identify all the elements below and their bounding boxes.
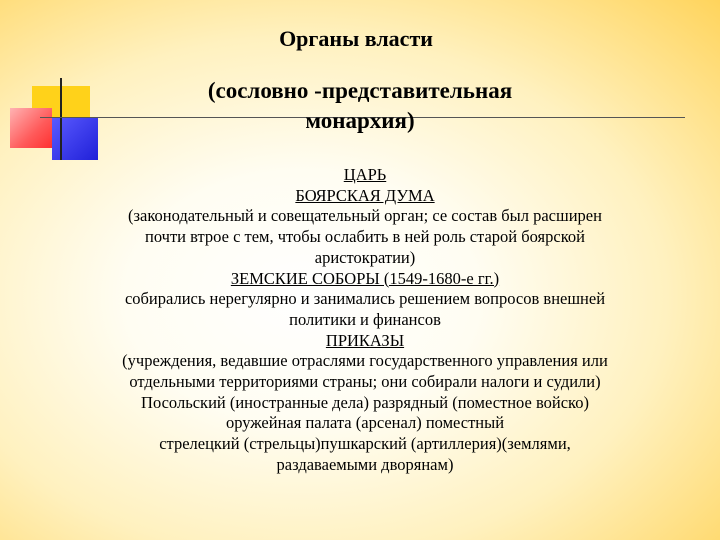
prikazy-heading: ПРИКАЗЫ xyxy=(325,330,405,350)
slide-subtitle xyxy=(0,76,720,136)
prikazy-line: раздаваемыми дворянам) xyxy=(276,454,454,474)
prikazy-line: Посольский (иностранные дела) разрядный (поместное войско) xyxy=(141,392,589,412)
prikazy-line: отдельными территориями страны; они собирали налоги и судили) xyxy=(129,372,601,392)
boyar-duma-line: аристократии) xyxy=(314,247,416,267)
subtitle-line-2: монархия) xyxy=(305,108,415,133)
prikazy-line: стрелецкий (стрельцы)пушкарский (артиллерия)(землями, xyxy=(159,434,571,454)
tsar-heading: ЦАРЬ xyxy=(343,165,387,184)
prikazy-line: (учреждения, ведавшие отраслями государственного управления или xyxy=(122,351,608,371)
slide-body xyxy=(55,165,675,476)
slide-title: Органы власти xyxy=(279,26,433,51)
zemsky-sobory-heading: ЗЕМСКИЕ СОБОРЫ (1549-1680-е гг.) xyxy=(230,268,500,288)
boyar-duma-heading: БОЯРСКАЯ ДУМА xyxy=(295,185,435,205)
zemsky-sobory-line: собирались нерегулярно и занимались решением вопросов внешней xyxy=(124,289,606,309)
boyar-duma-line: почти втрое с тем, чтобы ослабить в ней роль старой боярской xyxy=(145,227,585,247)
zemsky-sobory-line: политики и финансов xyxy=(289,309,441,329)
boyar-duma-line: (законодательный и совещательный орган; се состав был расширен xyxy=(128,206,602,226)
subtitle-line-1: (сословно -представительная xyxy=(207,78,513,103)
prikazy-line: оружейная палата (арсенал) поместный xyxy=(225,413,505,433)
